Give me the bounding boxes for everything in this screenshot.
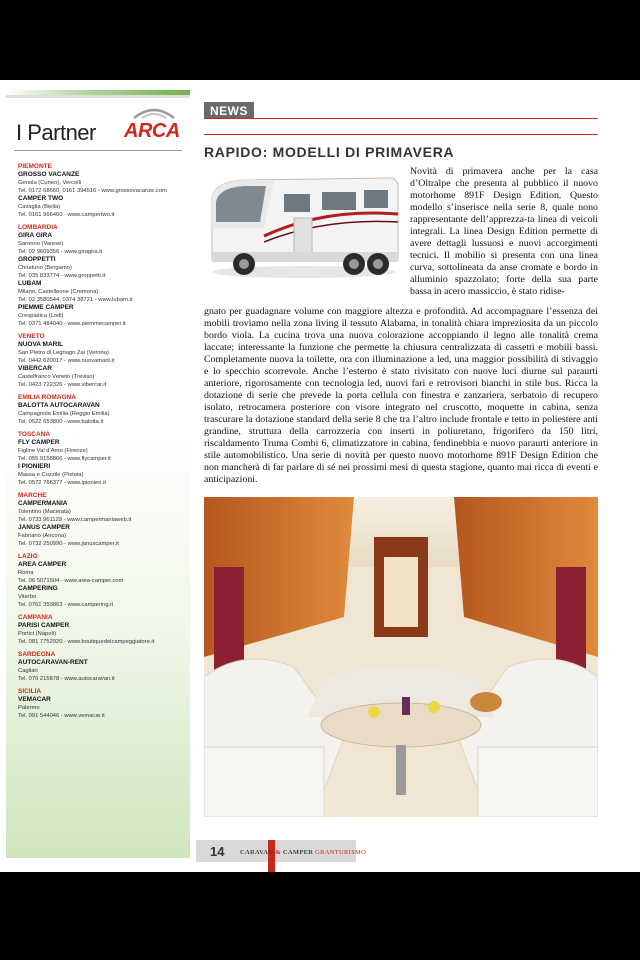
dealer-info-line: Massa e Cozzile (Pistoia)	[18, 472, 84, 478]
region-block	[18, 552, 188, 609]
dealer-name: VEMACAR	[18, 696, 51, 703]
article-title: RAPIDO: MODELLI DI PRIMAVERA	[204, 144, 455, 160]
region-name: SICILIA	[18, 688, 42, 695]
dealer-name: CAMPER TWO	[18, 195, 64, 202]
brand-amp: &	[275, 849, 281, 856]
dealer-info-line: Milano, Castelleone (Cremona)	[18, 289, 99, 295]
dealer-info-line: Saronno (Varese)	[18, 241, 64, 247]
dealer-info-line: Roma	[18, 570, 34, 576]
dealer-info-line: Figline Val d'Arno (Firenze)	[18, 448, 88, 454]
dealer-info-line: Portici (Napoli)	[18, 631, 57, 637]
dealer-info-line: Castelfranco Veneto (Treviso)	[18, 374, 95, 380]
dealer-name: BALOTTA AUTOCARAVAN	[18, 402, 100, 409]
dealer-name: GROPPETTI	[18, 256, 56, 263]
dealer-info-line: San Pietro di Legnago Zai (Verona)	[18, 350, 109, 356]
news-badge: NEWS	[204, 102, 254, 119]
footer-brand	[240, 849, 366, 856]
region-name: CAMPANIA	[18, 614, 53, 621]
dealer-info-line: Tel. 070 215878 - www.autocaravan.it	[18, 676, 115, 682]
dealer-info-line: Tel. 035 833774 - www.groppetti.it	[18, 273, 106, 279]
brand-granturismo: GRANTURISMO	[315, 849, 367, 856]
dealer-info-line: Tolentino (Macerata)	[18, 509, 71, 515]
dealer-info-line: Tel. 0732 250990 - www.januscamper.it	[18, 541, 119, 547]
dealer-info-line: Genola (Cuneo), Vercelli	[18, 180, 82, 186]
dealer-info-line: Tel. 091 544046 - www.vemacar.it	[18, 713, 105, 719]
region-name: PIEMONTE	[18, 163, 52, 170]
motorhome-photo	[204, 168, 402, 286]
dealer-name: JANUS CAMPER	[18, 524, 71, 531]
dealer-name: PIEMME CAMPER	[18, 304, 74, 311]
region-block	[18, 650, 188, 683]
dealer-name: FLY CAMPER	[18, 439, 60, 446]
dealer-info-line: Crespiatica (Lodi)	[18, 313, 64, 319]
dealer-info-line: Tel. 0522 653800 - www.balotta.it	[18, 419, 104, 425]
region-block	[18, 393, 188, 426]
interior-photo	[204, 497, 598, 817]
dealer-info-line: Tel. 0761 353863 - www.campering.it	[18, 602, 114, 608]
dealer-name: I PIONIERI	[18, 463, 51, 470]
dealer-info-line: Tel. 081 7752920 - www.boutiquedelcampeggiatore.it	[18, 639, 155, 645]
partner-sidebar	[6, 90, 190, 858]
dealer-info-line: Tel. 0161 966460 - www.campertwo.it	[18, 212, 115, 218]
dealer-info-line: Cavaglia (Biella)	[18, 204, 61, 210]
partner-title: I Partner	[16, 120, 96, 145]
dealer-info-line: Cagliari	[18, 668, 38, 674]
dealer-name: CAMPERMANIA	[18, 500, 68, 507]
dealer-info-line: Tel. 02 3580544, 0374 38721 - www.lubam.it	[18, 297, 133, 303]
dealer-list	[18, 158, 188, 720]
dealer-name: VIBERCAR	[18, 365, 52, 372]
dealer-name: GIRA GIRA	[18, 232, 53, 239]
brand-caravan: CARAVAN	[240, 849, 274, 856]
region-name: LAZIO	[18, 553, 38, 560]
region-name: TOSCANA	[18, 431, 51, 438]
article-body: gnato per guadagnare volume con maggiore altezza e profondità. Ad accompagnare l’essenza dei mobili troviamo nella zona living il tessuto Alabama, in tonalità chiara impreziosita da un piccolo bordo viola. La cucina trova una nuova colorazione accoppiando il legno alle tonalità crema laccate; interessante la funzione che permette la chiusura centralizzata di cassetti e mobili bassi. Completamente nuova la toilette, ora con illuminazione a led, una maggior possibilità di stivaggio e lo specchio scorrevole. Anche l’esterno è stato rivisitato con nuove luci diurne sul paraurti anteriore, rigorosamente con tecnologia led, nuovi fari e retrovisori bianchi in stile bus. Ricca la dotazione di serie che prevede la porta cellula con finestra e zanzariera, serbatoio di recupero isolato, retrocamera posteriore con visore integrato nel cruscotto, moquette in cabina, senza trascurare la dotazione standard della serie 8 che tra l’altro include frontale e tetto in poliestere anti grandine, struttura della carrozzeria con inserti in poliuretano, frigorifero da 150 litri, riscaldamento Truma Combi 6, climatizzatore in cabina, fendinebbia e nuovo paraurti anteriore in stile automobilistico. Una serie di novità per questo nuovo motorhome 891F Design Edition che non mancherà di far parlare di sé nei prossimi mesi di questa stagione, quanto mai ricca di eventi e anticipazioni.	[204, 306, 598, 485]
dealer-name: PARISI CAMPER	[18, 622, 70, 629]
dealer-name: CAMPERING	[18, 585, 58, 592]
dealer-info-line: Tel. 055 9158866 - www.flycamper.it	[18, 456, 111, 462]
arca-logo-text: ARCA	[124, 120, 180, 142]
brand-camper: CAMPER	[282, 849, 314, 856]
dealer-info-line: Fabriano (Ancona)	[18, 533, 67, 539]
region-name: EMILIA ROMAGNA	[18, 394, 76, 401]
news-divider	[204, 134, 598, 135]
region-name: LOMBARDIA	[18, 224, 58, 231]
dealer-info-line: Chiuduno (Bergamo)	[18, 265, 72, 271]
region-block	[18, 491, 188, 548]
dealer-info-line: Campagnola Emilia (Reggio Emilia)	[18, 411, 110, 417]
dealer-info-line: Viterbo	[18, 594, 37, 600]
page-number: 14	[210, 844, 225, 859]
region-name: SARDEGNA	[18, 651, 56, 658]
dealer-info-line: Tel. 0442 620017 - www.nuovamaril.it	[18, 358, 115, 364]
dealer-info-line: Palermo	[18, 705, 40, 711]
footer-red-accent	[268, 840, 275, 872]
dealer-info-line: Tel. 02 9609356 - www.giragira.it	[18, 249, 103, 255]
dealer-name: NUOVA MARIL	[18, 341, 64, 348]
region-name: MARCHE	[18, 492, 47, 499]
sidebar-divider	[14, 150, 182, 151]
magazine-page	[0, 80, 640, 872]
region-block	[18, 687, 188, 720]
dealer-info-line: Tel. 0423 722326 - www.vibercar.it	[18, 382, 107, 388]
news-divider-top	[204, 118, 598, 119]
dealer-name: GROSSO VACANZE	[18, 171, 80, 178]
region-block	[18, 332, 188, 389]
dealer-info-line: Tel. 06 5071504 - www.area-camper.com	[18, 578, 124, 584]
region-block	[18, 613, 188, 646]
region-name: VENETO	[18, 333, 45, 340]
dealer-name: AUTOCARAVAN-RENT	[18, 659, 88, 666]
sidebar-band	[6, 95, 190, 98]
dealer-info-line: Tel. 0733 961129 - www.campermaniaweb.it	[18, 517, 132, 523]
region-block	[18, 430, 188, 487]
region-block	[18, 162, 188, 219]
dealer-info-line: Tel. 0371 484040 - www.piemmecamper.it	[18, 321, 126, 327]
dealer-info-line: Tel. 0572 766377 - www.ipionieri.it	[18, 480, 106, 486]
region-block	[18, 223, 188, 328]
dealer-name: LUBAM	[18, 280, 42, 287]
dealer-info-line: Tel. 0172 68660, 0161 394516 - www.grossovacanze.com	[18, 188, 167, 194]
article-intro: Novità di primavera anche per la casa d’Oltralpe che presenta al pubblico il nuovo motorhome 891F Design Edition. Questo modello s’inserisce nella serie 8, quale nono rappresentante dell’apprezza-ta linea di veicoli integrali. La linea Design Edition permette di avere dettagli lussuosi e nuovi accorgimenti tecnici. Il mobilio si presenta con una linea curva, sottolineata da anse cromate e bordo in alluminio spazzolato; forte della sua parte bassa in acero massiccio, è stato ridise-	[410, 166, 598, 297]
dealer-name: AREA CAMPER	[18, 561, 67, 568]
